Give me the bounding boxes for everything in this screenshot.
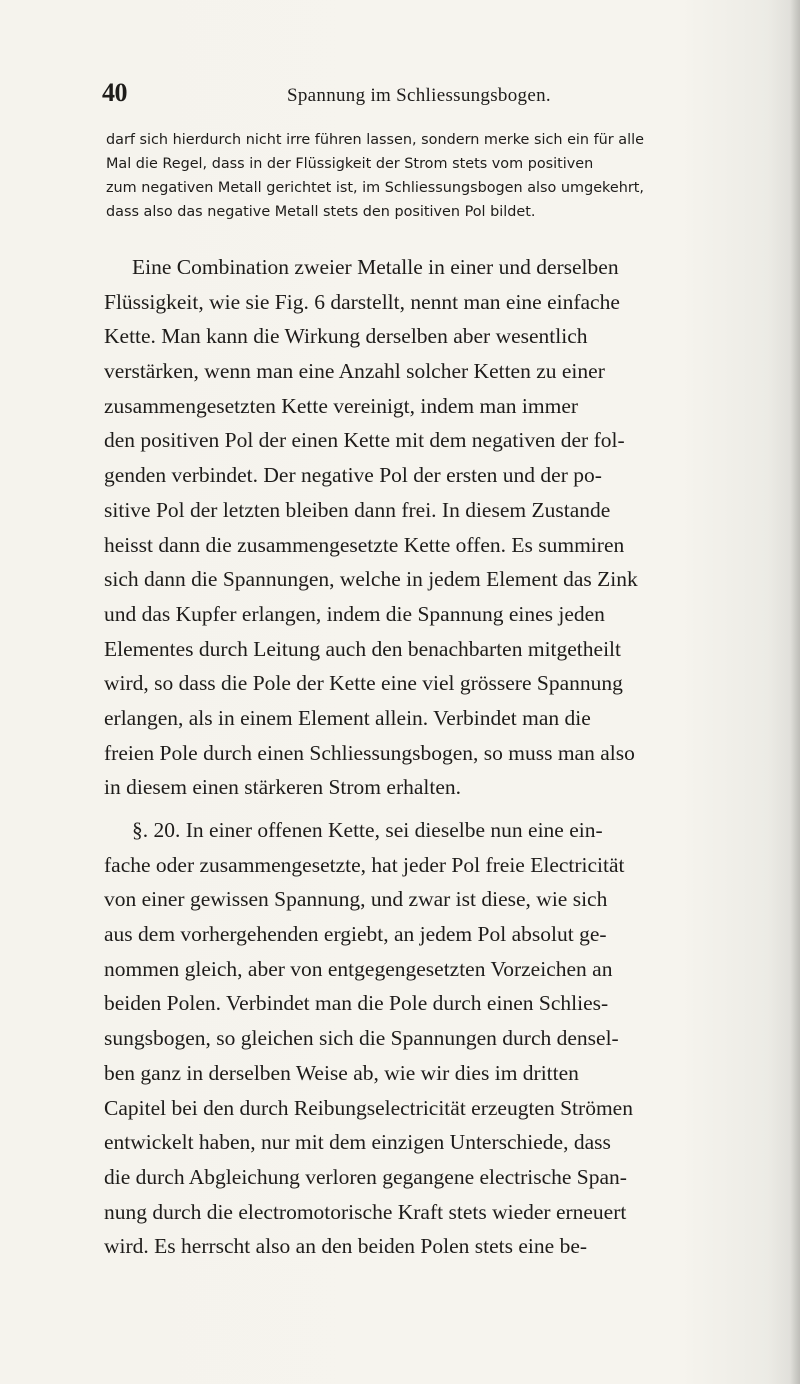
paragraph-2-line: aus dem vorhergehenden ergiebt, an jedem Pol absolut ge-	[104, 922, 607, 947]
running-head: Spannung im Schliessungsbogen.	[287, 85, 551, 106]
paragraph-1-line: Flüssigkeit, wie sie Fig. 6 darstellt, nennt man eine einfache	[104, 289, 620, 314]
paragraph-2-line: nung durch die electromotorische Kraft stets wieder erneuert	[104, 1199, 627, 1224]
paragraph-1-line: heisst dann die zusammengesetzte Kette offen. Es summiren	[104, 532, 625, 557]
paragraph-1-line: in diesem einen stärkeren Strom erhalten.	[104, 775, 462, 800]
paragraph-2-line: sungsbogen, so gleichen sich die Spannungen durch densel-	[104, 1026, 619, 1051]
paragraph-1-line: zusammengesetzten Kette vereinigt, indem man immer	[104, 393, 579, 418]
page-edge-shadow	[790, 0, 800, 1384]
paragraph-1-line: Eine Combination zweier Metalle in einer und derselben	[132, 255, 619, 279]
paragraph-2-line: fache oder zusammengesetzte, hat jeder Pol freie Electricität	[104, 852, 625, 877]
text-line	[106, 200, 691, 224]
paragraph-gap	[104, 805, 694, 813]
paragraph-2-line: von einer gewissen Spannung, und zwar ist diese, wie sich	[104, 887, 608, 912]
text-line	[106, 176, 691, 200]
paragraph-2-line: ben ganz in derselben Weise ab, wie wir dies im dritten	[104, 1060, 579, 1085]
small-print-paragraph	[106, 128, 691, 224]
main-text	[104, 250, 694, 1264]
line-text: dass also das negative Metall stets den positiven Pol bildet.	[106, 204, 536, 220]
text-line	[106, 128, 691, 152]
line-text: darf sich hierdurch nicht irre führen lassen, sondern merke sich ein für alle	[106, 132, 644, 148]
page-number: 40	[102, 78, 127, 107]
paragraph-1-line: sitive Pol der letzten bleiben dann frei. In diesem Zustande	[104, 497, 611, 522]
paragraph-1-line: Kette. Man kann die Wirkung derselben aber wesentlich	[104, 324, 588, 349]
paragraph-1-line: verstärken, wenn man eine Anzahl solcher Ketten zu einer	[104, 359, 605, 384]
paragraph-2-line: wird. Es herrscht also an den beiden Polen stets eine be-	[104, 1234, 588, 1259]
paragraph-1-line: freien Pole durch einen Schliessungsbogen, so muss man also	[104, 740, 635, 765]
text-line	[106, 152, 691, 176]
line-text: Mal die Regel, dass in der Flüssigkeit der Strom stets vom positiven	[106, 156, 594, 172]
paragraph-2-line: §. 20. In einer offenen Kette, sei dieselbe nun eine ein-	[132, 818, 603, 842]
paragraph-1-line: erlangen, als in einem Element allein. Verbindet man die	[104, 705, 591, 730]
paragraph-2-line: die durch Abgleichung verloren gegangene electrische Span-	[104, 1164, 627, 1189]
paragraph-1-line: Elementes durch Leitung auch den benachbarten mitgetheilt	[104, 636, 621, 661]
page-header	[102, 78, 662, 118]
paragraph-2-line: Capitel bei den durch Reibungselectricität erzeugten Strömen	[104, 1095, 633, 1120]
paragraph-1-line: den positiven Pol der einen Kette mit dem negativen der fol-	[104, 428, 625, 453]
paragraph-1-line: wird, so dass die Pole der Kette eine viel grössere Spannung	[104, 671, 623, 696]
paragraph-1-line: und das Kupfer erlangen, indem die Spannung eines jeden	[104, 601, 605, 626]
paragraph-2-line: nommen gleich, aber von entgegengesetzten Vorzeichen an	[104, 956, 613, 981]
paragraph-2-line: beiden Polen. Verbindet man die Pole durch einen Schlies-	[104, 991, 609, 1016]
paragraph-1-line: sich dann die Spannungen, welche in jedem Element das Zink	[104, 567, 638, 592]
line-text: zum negativen Metall gerichtet ist, im Schliessungsbogen also umgekehrt,	[106, 180, 644, 196]
paragraph-1-line: genden verbindet. Der negative Pol der ersten und der po-	[104, 463, 602, 488]
paragraph-2-line: entwickelt haben, nur mit dem einzigen Unterschiede, dass	[104, 1130, 611, 1155]
